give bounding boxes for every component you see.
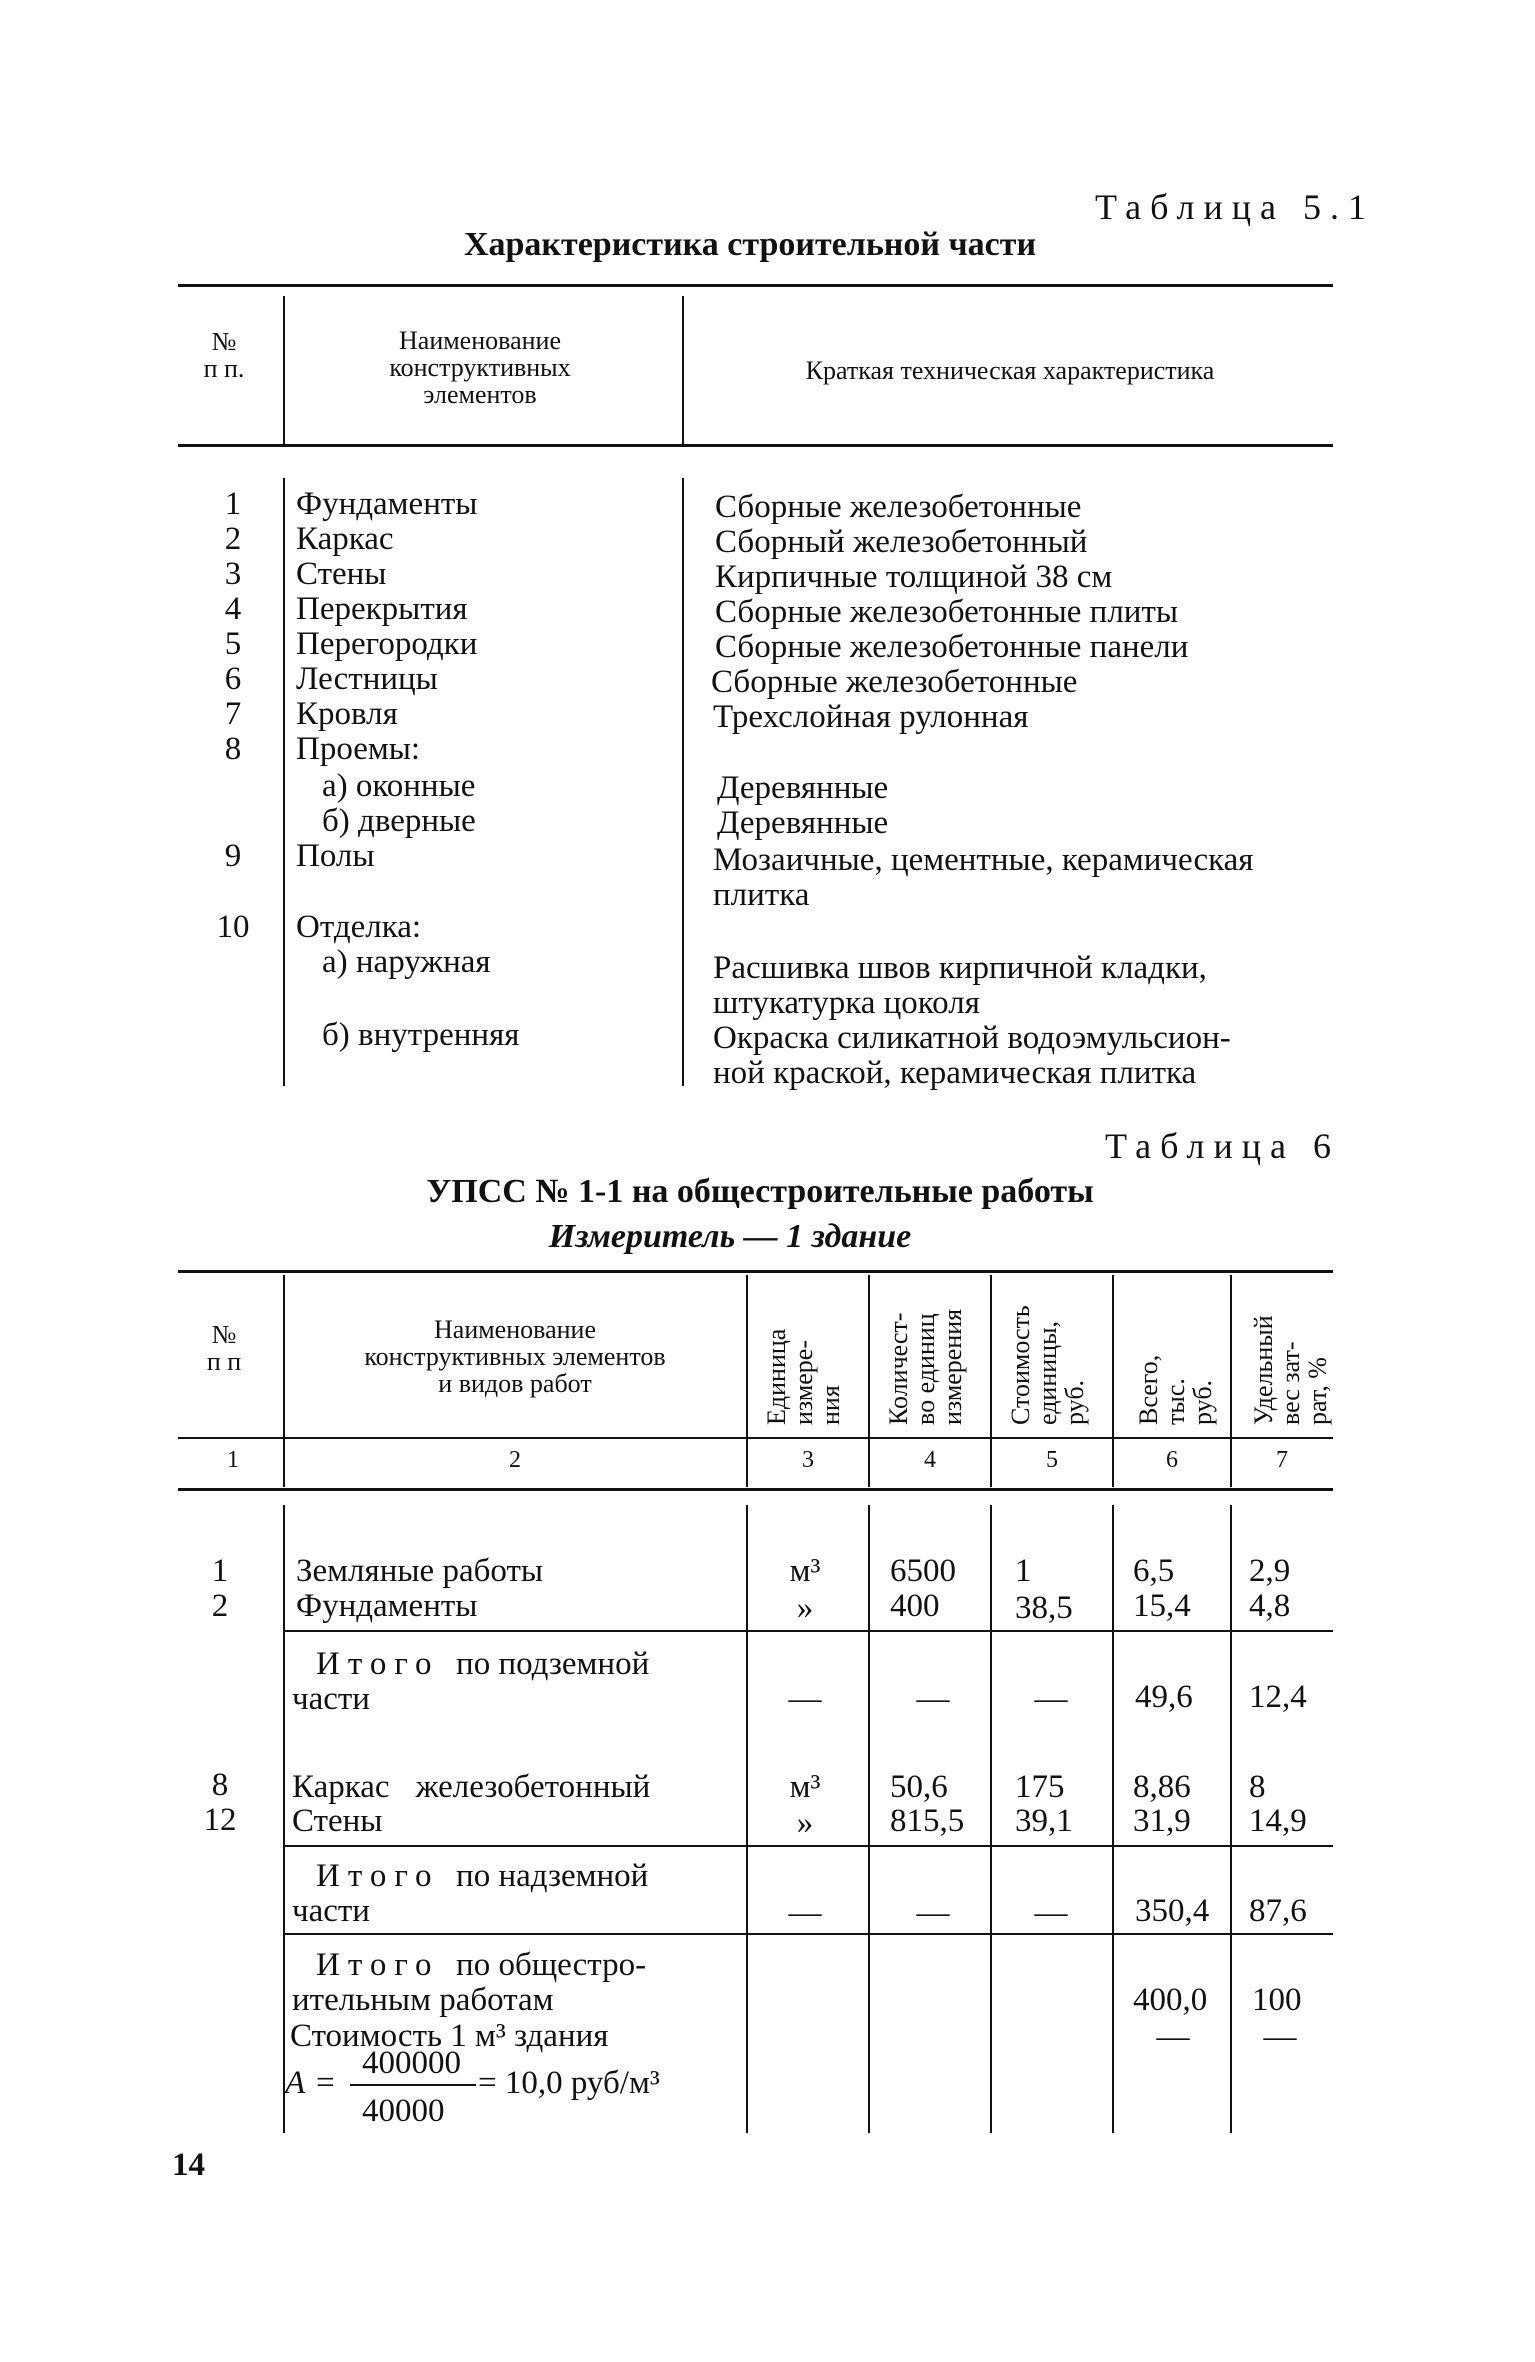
table-row-total: 31,9: [1133, 1803, 1191, 1839]
table-5-1-body-divider-2: [682, 478, 684, 1086]
table-5-1-title: Характеристика строительной части: [463, 226, 1037, 263]
table-row-unit: м³: [789, 1769, 821, 1805]
table-6-colnum-rule: [178, 1488, 1333, 1491]
table-row-name: б) дверные: [322, 803, 476, 839]
table-6-title: УПСС № 1-1 на общестроительные работы: [426, 1173, 1094, 1210]
subtotal-aboveground-qty: —: [916, 1895, 950, 1931]
table-row-total: 15,4: [1133, 1588, 1191, 1624]
table-5-1-top-rule: [178, 284, 1333, 287]
table-row-name: Стены: [296, 556, 387, 592]
table-row-desc: Трехслойная рулонная: [713, 699, 1029, 735]
table-row-name: Перегородки: [296, 626, 478, 662]
table-row-num: 1: [224, 486, 242, 522]
table-6-header-share: Удельный вес зат- рат, %: [1249, 1315, 1332, 1425]
table-row-num: 8: [224, 731, 242, 767]
table-6-top-rule: [178, 1270, 1333, 1273]
table-row-price: 39,1: [1015, 1803, 1073, 1839]
table-row-num: 6: [224, 661, 242, 697]
table-row-name: Фундаменты: [296, 486, 478, 522]
table-row-name: Земляные работы: [296, 1553, 544, 1589]
table-row-num: 3: [224, 556, 242, 592]
table-6-header-total: Всего, тыс. руб.: [1134, 1354, 1217, 1425]
table-6-label: Таблица 6: [1105, 1126, 1340, 1166]
table-6-colnum: 7: [1276, 1447, 1288, 1473]
table-6-row-rule: [285, 1630, 1333, 1632]
table-row-name: Проемы:: [296, 731, 421, 767]
table-row-qty: 50,6: [890, 1769, 948, 1805]
table-row-name: б) внутренняя: [322, 1017, 520, 1053]
table-row-unit: »: [796, 1590, 814, 1626]
table-row-price: 1: [1015, 1553, 1032, 1589]
table-row-num: 2: [224, 521, 242, 557]
table-row-num: 9: [224, 838, 242, 874]
grand-total-share-dash: —: [1263, 2019, 1297, 2055]
subtotal-underground-qty: —: [916, 1681, 950, 1717]
subtotal-underground-label: Итого по подземной: [316, 1646, 650, 1682]
subtotal-aboveground-total: 350,4: [1135, 1893, 1210, 1929]
cost-result: = 10,0 руб/м³: [478, 2065, 660, 2101]
table-5-1-header-desc: Краткая техническая характеристика: [805, 356, 1215, 385]
table-row-num: 4: [224, 591, 242, 627]
table-6-row-rule: [285, 1845, 1333, 1847]
table-row-total: 8,86: [1133, 1769, 1191, 1805]
table-5-1-body-divider-1: [283, 478, 285, 1086]
table-6-header-num: № п п: [206, 1320, 242, 1376]
table-row-desc: Сборные железобетонные плиты: [715, 594, 1179, 630]
table-row-desc: плитка: [713, 877, 810, 913]
table-row-name: Фундаменты: [296, 1588, 478, 1624]
cost-eq: =: [316, 2065, 335, 2101]
table-row-qty: 6500: [890, 1553, 956, 1589]
table-row-name: Полы: [296, 838, 375, 874]
subtotal-aboveground-label-2: части: [292, 1893, 370, 1929]
table-row-num: 10: [216, 909, 250, 945]
subtotal-aboveground-label: Итого по надземной: [316, 1858, 649, 1894]
grand-total-share: 100: [1252, 1982, 1302, 2018]
table-row-share: 4,8: [1249, 1588, 1291, 1624]
grand-total-label-2: ительным работам: [292, 1982, 554, 2018]
table-row-share: 14,9: [1249, 1803, 1307, 1839]
subtotal-underground-label-2: части: [292, 1681, 370, 1717]
table-row-desc: Сборный железобетонный: [715, 524, 1088, 560]
table-row-unit: м³: [789, 1553, 821, 1589]
table-5-1-header-name: Наименование конструктивных элементов: [389, 326, 571, 409]
table-row-num: 7: [224, 696, 242, 732]
table-6-header-unit: Единица измере- ния: [762, 1328, 845, 1425]
table-row-name: Каркас железобетонный: [292, 1769, 651, 1805]
table-6-body-divider: [283, 1505, 285, 2133]
table-row-desc: Деревянные: [717, 770, 889, 806]
table-row-num: 8: [211, 1767, 229, 1803]
table-row-desc: Кирпичные толщиной 38 см: [715, 559, 1113, 595]
table-row-name: Стены: [292, 1803, 383, 1839]
subtotal-underground-price: —: [1034, 1681, 1068, 1717]
table-row-name: Отделка:: [296, 909, 422, 945]
table-row-desc: Сборные железобетонные: [711, 664, 1078, 700]
table-row-name: а) наружная: [322, 944, 491, 980]
table-6-colnum: 4: [924, 1447, 936, 1473]
table-5-1-label: Таблица 5.1: [1095, 187, 1375, 227]
table-row-num: 5: [224, 626, 242, 662]
table-row-share: 8: [1249, 1769, 1266, 1805]
table-5-1-header-divider-1: [283, 296, 285, 446]
subtotal-underground-unit: —: [788, 1681, 822, 1717]
table-6-colnum: 3: [802, 1447, 814, 1473]
table-row-desc: Деревянные: [717, 805, 889, 841]
table-row-name: Перекрытия: [296, 591, 468, 627]
table-6-header-rule: [178, 1437, 1333, 1439]
table-5-1-header-num: № п п.: [203, 327, 245, 383]
cost-per-m3-label: Стоимость 1 м³ здания: [290, 2018, 609, 2054]
table-6-header-qty: Количест- во единиц измерения: [884, 1308, 967, 1425]
table-row-num: 12: [203, 1802, 237, 1838]
table-6-colnum: 5: [1046, 1447, 1058, 1473]
cost-numerator: 400000: [362, 2045, 461, 2081]
table-6-subtitle: Измеритель — 1 здание: [548, 1218, 912, 1255]
table-6-row-rule: [285, 1933, 1333, 1935]
table-6-body-divider: [1112, 1505, 1114, 2133]
table-6-body-divider: [990, 1505, 992, 2133]
cost-var: A: [285, 2065, 306, 2101]
table-5-1-header-divider-2: [682, 296, 684, 446]
table-row-num: 2: [211, 1588, 229, 1624]
table-row-share: 2,9: [1249, 1553, 1291, 1589]
table-row-name: Каркас: [296, 521, 394, 557]
table-row-name: Кровля: [296, 696, 398, 732]
subtotal-aboveground-unit: —: [788, 1895, 822, 1931]
table-row-price: 38,5: [1015, 1590, 1073, 1626]
table-6-body-divider: [868, 1505, 870, 2133]
subtotal-aboveground-price: —: [1034, 1895, 1068, 1931]
table-6-colnum: 2: [509, 1447, 521, 1473]
table-row-name: а) оконные: [322, 768, 476, 804]
table-row-desc: Сборные железобетонные: [715, 489, 1082, 525]
table-row-desc: Расшивка швов кирпичной кладки,: [713, 950, 1207, 986]
table-row-desc: штукатурка цоколя: [713, 985, 980, 1021]
table-row-qty: 815,5: [890, 1803, 965, 1839]
table-6-header-name: Наименование конструктивных элементов и видов работ: [364, 1315, 666, 1398]
table-row-unit: »: [796, 1805, 814, 1841]
table-row-desc: Мозаичные, цементные, керамическая: [713, 842, 1254, 878]
table-row-desc: Окраска силикатной водоэмульсион-: [713, 1020, 1231, 1056]
page-number: 14: [172, 2147, 205, 2183]
grand-total-total-dash: —: [1156, 2019, 1190, 2055]
table-6-colnum: 1: [227, 1447, 239, 1473]
table-6-body-divider: [1230, 1505, 1232, 2133]
subtotal-underground-total: 49,6: [1135, 1679, 1193, 1715]
table-row-name: Лестницы: [296, 661, 438, 697]
subtotal-underground-share: 12,4: [1249, 1679, 1307, 1715]
table-row-qty: 400: [890, 1588, 940, 1624]
cost-fraction-bar: [350, 2084, 476, 2086]
subtotal-aboveground-share: 87,6: [1249, 1893, 1307, 1929]
table-row-num: 1: [211, 1553, 229, 1589]
table-row-price: 175: [1015, 1769, 1065, 1805]
table-6-body-divider: [746, 1505, 748, 2133]
cost-denominator: 40000: [362, 2093, 445, 2129]
table-row-total: 6,5: [1133, 1553, 1175, 1589]
table-5-1-header-rule: [178, 444, 1333, 447]
grand-total-label: Итого по общестро-: [316, 1947, 647, 1983]
table-row-desc: Сборные железобетонные панели: [715, 629, 1189, 665]
table-row-desc: ной краской, керамическая плитка: [713, 1055, 1197, 1091]
grand-total-total: 400,0: [1133, 1982, 1208, 2018]
table-6-header-price: Стоимость единицы, руб.: [1006, 1305, 1089, 1425]
table-6-colnum: 6: [1166, 1447, 1178, 1473]
